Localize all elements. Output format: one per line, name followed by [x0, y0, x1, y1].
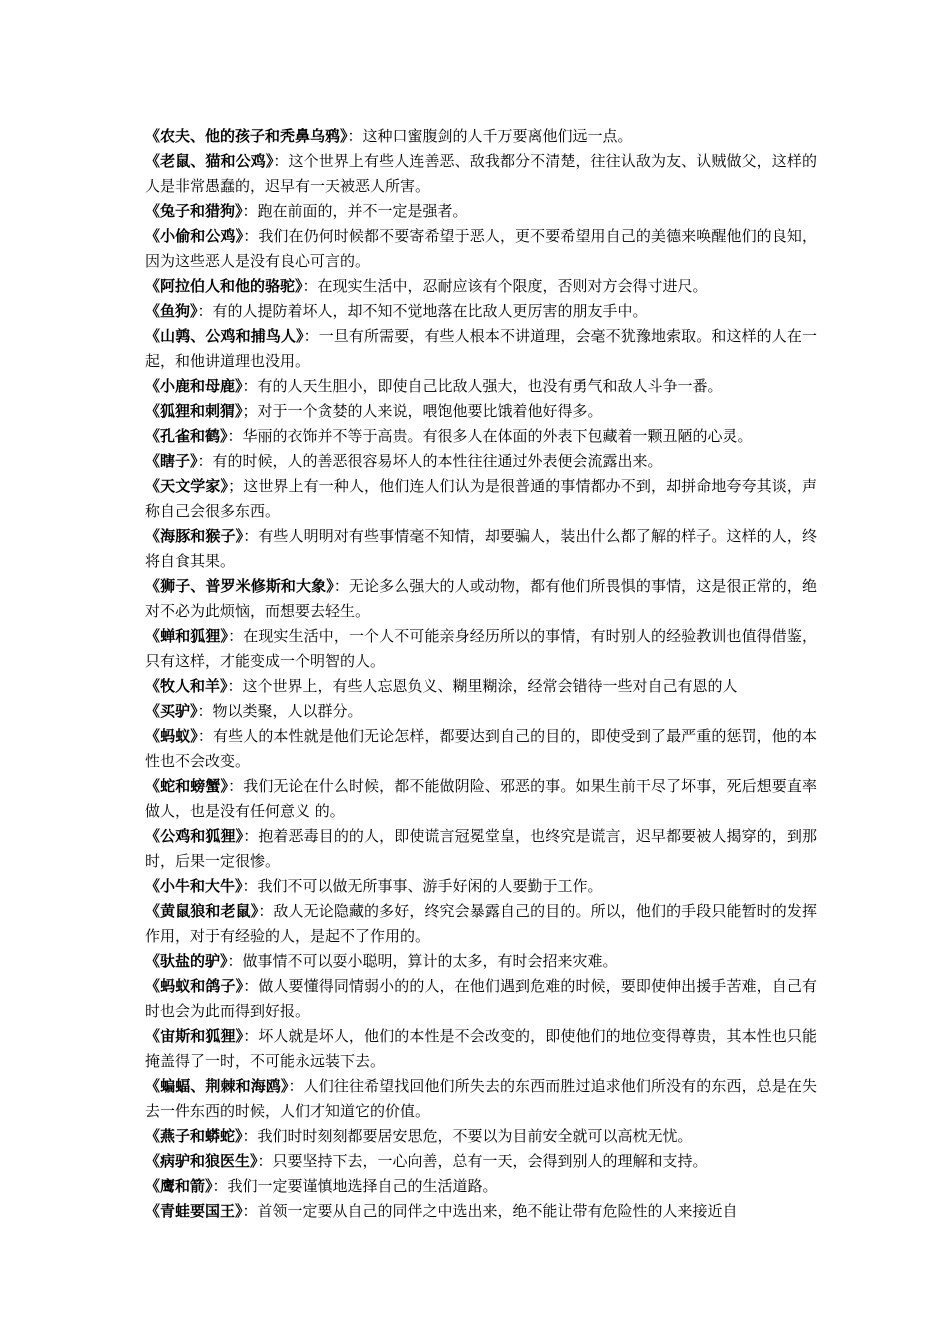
- fable-entry: [145, 274, 817, 299]
- fable-moral: ：我们不可以做无所事事、游手好闲的人要勤于工作。: [242, 877, 603, 895]
- fable-moral: ；对于一个贪婪的人来说，喂饱他要比饿着他好得多。: [242, 402, 603, 420]
- fable-entry: [145, 374, 817, 399]
- fable-entry: [145, 449, 817, 474]
- fable-moral: ：做人要懂得同情弱小的的人，在他们遇到危难的时候，要即使伸出援手苦难，自己有时也会为此而得到好报。: [145, 977, 817, 1020]
- fable-entry: [145, 149, 817, 199]
- fable-title: 《孔雀和鹤》: [145, 427, 228, 445]
- fable-entry: [145, 724, 817, 774]
- fable-entry: [145, 1174, 817, 1199]
- fable-title: 《小鹿和母鹿》: [145, 377, 243, 395]
- fable-title: 《青蛙要国王》: [145, 1202, 243, 1220]
- fable-moral: ：我们无论在什么时候，都不能做阴险、邪恶的事。如果生前干尽了坏事，死后想要直率做人，也是没有任何意义 的。: [145, 777, 817, 820]
- fable-entry: [145, 424, 817, 449]
- fable-moral: ：人们往往希望找回他们所失去的东西而胜过追求他们所没有的东西，总是在失去一件东西的时候，人们才知道它的价值。: [145, 1077, 817, 1120]
- fable-entry: [145, 1199, 817, 1224]
- fable-title: 《鱼狗》: [145, 302, 198, 320]
- fable-entry: [145, 1024, 817, 1074]
- fable-moral: ：坏人就是坏人，他们的本性是不会改变的，即使他们的地位变得尊贵，其本性也只能掩盖得了一时，不可能永远装下去。: [145, 1027, 817, 1070]
- fable-title: 《天文学家》: [145, 477, 229, 495]
- fable-entry: [145, 874, 817, 899]
- document-body: [145, 124, 817, 1224]
- fable-title: 《病驴和狼医生》: [145, 1152, 258, 1170]
- fable-moral: ：有些人的本性就是他们无论怎样，都要达到自己的目的，即使受到了最严重的惩罚，他的本性也不会改变。: [145, 727, 817, 770]
- fable-title: 《牧人和羊》: [145, 677, 228, 695]
- fable-entry: [145, 474, 817, 524]
- fable-moral: ：这个世界上，有些人忘恩负义、糊里糊涂，经常会错待一些对自己有恩的人: [227, 677, 738, 695]
- fable-title: 《山鹑、公鸡和捕鸟人》: [145, 327, 304, 345]
- fable-moral: ：跑在前面的，并不一定是强者。: [242, 202, 468, 220]
- fable-moral: ：华丽的衣饰并不等于高贵。有很多人在体面的外表下包藏着一颗丑陋的心灵。: [227, 427, 753, 445]
- fable-moral: ：在现实生活中，忍耐应该有个限度，否则对方会得寸进尺。: [302, 277, 708, 295]
- fable-title: 《阿拉伯人和他的骆驼》: [145, 277, 303, 295]
- fable-title: 《狐狸和刺猬》: [145, 402, 243, 420]
- fable-moral: ：有些人明明对有些事情毫不知情，却要骗人，装出什么都了解的样子。这样的人，终将自食其果。: [145, 527, 817, 570]
- fable-entry: [145, 974, 817, 1024]
- fable-entry: [145, 399, 817, 424]
- fable-title: 《小牛和大牛》: [145, 877, 243, 895]
- fable-entry: [145, 624, 817, 674]
- fable-title: 《蛇和螃蟹》: [145, 777, 229, 795]
- fable-title: 《蚂蚁和鸽子》: [145, 977, 244, 995]
- fable-title: 《公鸡和狐狸》: [145, 827, 244, 845]
- fable-entry: [145, 899, 817, 949]
- fable-title: 《宙斯和狐狸》: [145, 1027, 244, 1045]
- fable-moral: ：这种口蜜腹剑的人千万要离他们远一点。: [347, 127, 633, 145]
- fable-title: 《鹰和箭》: [145, 1177, 213, 1195]
- fable-title: 《兔子和猎狗》: [145, 202, 243, 220]
- fable-title: 《蝉和狐狸》: [145, 627, 229, 645]
- fable-moral: ；这世界上有一种人，他们连人们认为是很普通的事情都办不到，却拼命地夸夸其谈，声称自己会很多东西。: [145, 477, 817, 520]
- fable-moral: ：一旦有所需要，有些人根本不讲道理，会毫不犹豫地索取。和这样的人在一起，和他讲道理也没用。: [145, 327, 817, 370]
- fable-title: 《买驴》: [145, 702, 198, 720]
- fable-moral: ：有的时候，人的善恶很容易坏人的本性往往通过外表便会流露出来。: [197, 452, 663, 470]
- fable-title: 《小偷和公鸡》: [145, 227, 244, 245]
- fable-moral: ：有的人提防着坏人，却不知不觉地落在比敌人更厉害的朋友手中。: [197, 302, 648, 320]
- fable-moral: ：有的人天生胆小，即使自己比敌人强大，也没有勇气和敌人斗争一番。: [242, 377, 723, 395]
- fable-title: 《燕子和蟒蛇》: [145, 1127, 243, 1145]
- fable-title: 《老鼠、猫和公鸡》: [145, 152, 274, 170]
- fable-entry: [145, 324, 817, 374]
- fable-title: 《蝙蝠、荆棘和海鸥》: [145, 1077, 289, 1095]
- fable-title: 《驮盐的驴》: [145, 952, 228, 970]
- fable-moral: ：我们在仍何时候都不要寄希望于恶人，更不要希望用自己的美德来唤醒他们的良知，因为这些恶人是没有良心可言的。: [145, 227, 817, 270]
- fable-entry: [145, 674, 817, 699]
- fable-moral: ：物以类聚，人以群分。: [197, 702, 363, 720]
- fable-title: 《海豚和猴子》: [145, 527, 244, 545]
- fable-entry: [145, 574, 817, 624]
- fable-moral: ：做事情不可以耍小聪明，算计的太多，有时会招来灾难。: [227, 952, 618, 970]
- fable-entry: [145, 299, 817, 324]
- fable-entry: [145, 1149, 817, 1174]
- fable-moral: ：只要坚持下去，一心向善，总有一天，会得到别人的理解和支持。: [257, 1152, 708, 1170]
- fable-moral: ：抱着恶毒目的的人，即使谎言冠冕堂皇，也终究是谎言，迟早都要被人揭穿的，到那时，后果一定很惨。: [145, 827, 817, 870]
- fable-title: 《黄鼠狼和老鼠》: [145, 902, 259, 920]
- fable-entry: [145, 524, 817, 574]
- fable-title: 《狮子、普罗米修斯和大象》: [145, 577, 334, 595]
- fable-title: 《蚂蚁》: [145, 727, 198, 745]
- fable-moral: ：这个世界上有些人连善恶、敌我都分不清楚，往往认敌为友、认贼做父，这样的人是非常愚蠢的，迟早有一天被恶人所害。: [145, 152, 817, 195]
- fable-entry: [145, 199, 817, 224]
- fable-title: 《农夫、他的孩子和秃鼻乌鸦》: [145, 127, 348, 145]
- fable-entry: [145, 949, 817, 974]
- fable-entry: [145, 1074, 817, 1124]
- fable-entry: [145, 1124, 817, 1149]
- fable-moral: ：无论多么强大的人或动物，都有他们所畏惧的事情，这是很正常的，绝对不必为此烦恼，而想要去轻生。: [145, 577, 817, 620]
- fable-title: 《瞎子》: [145, 452, 198, 470]
- fable-entry: [145, 699, 817, 724]
- fable-moral: ：我们一定要谨慎地选择自己的生活道路。: [212, 1177, 498, 1195]
- fable-moral: ：我们时时刻刻都要居安思危，不要以为目前安全就可以高枕无忧。: [242, 1127, 693, 1145]
- fable-entry: [145, 774, 817, 824]
- fable-moral: ：敌人无论隐藏的多好，终究会暴露自己的目的。所以，他们的手段只能暂时的发挥作用，对于有经验的人，是起不了作用的。: [145, 902, 817, 945]
- fable-entry: [145, 124, 817, 149]
- fable-moral: ：首领一定要从自己的同伴之中选出来，绝不能让带有危险性的人来接近自: [242, 1202, 738, 1220]
- fable-entry: [145, 824, 817, 874]
- fable-entry: [145, 224, 817, 274]
- fable-moral: ：在现实生活中，一个人不可能亲身经历所以的事情，有时别人的经验教训也值得借鉴，只有这样，才能变成一个明智的人。: [145, 627, 817, 670]
